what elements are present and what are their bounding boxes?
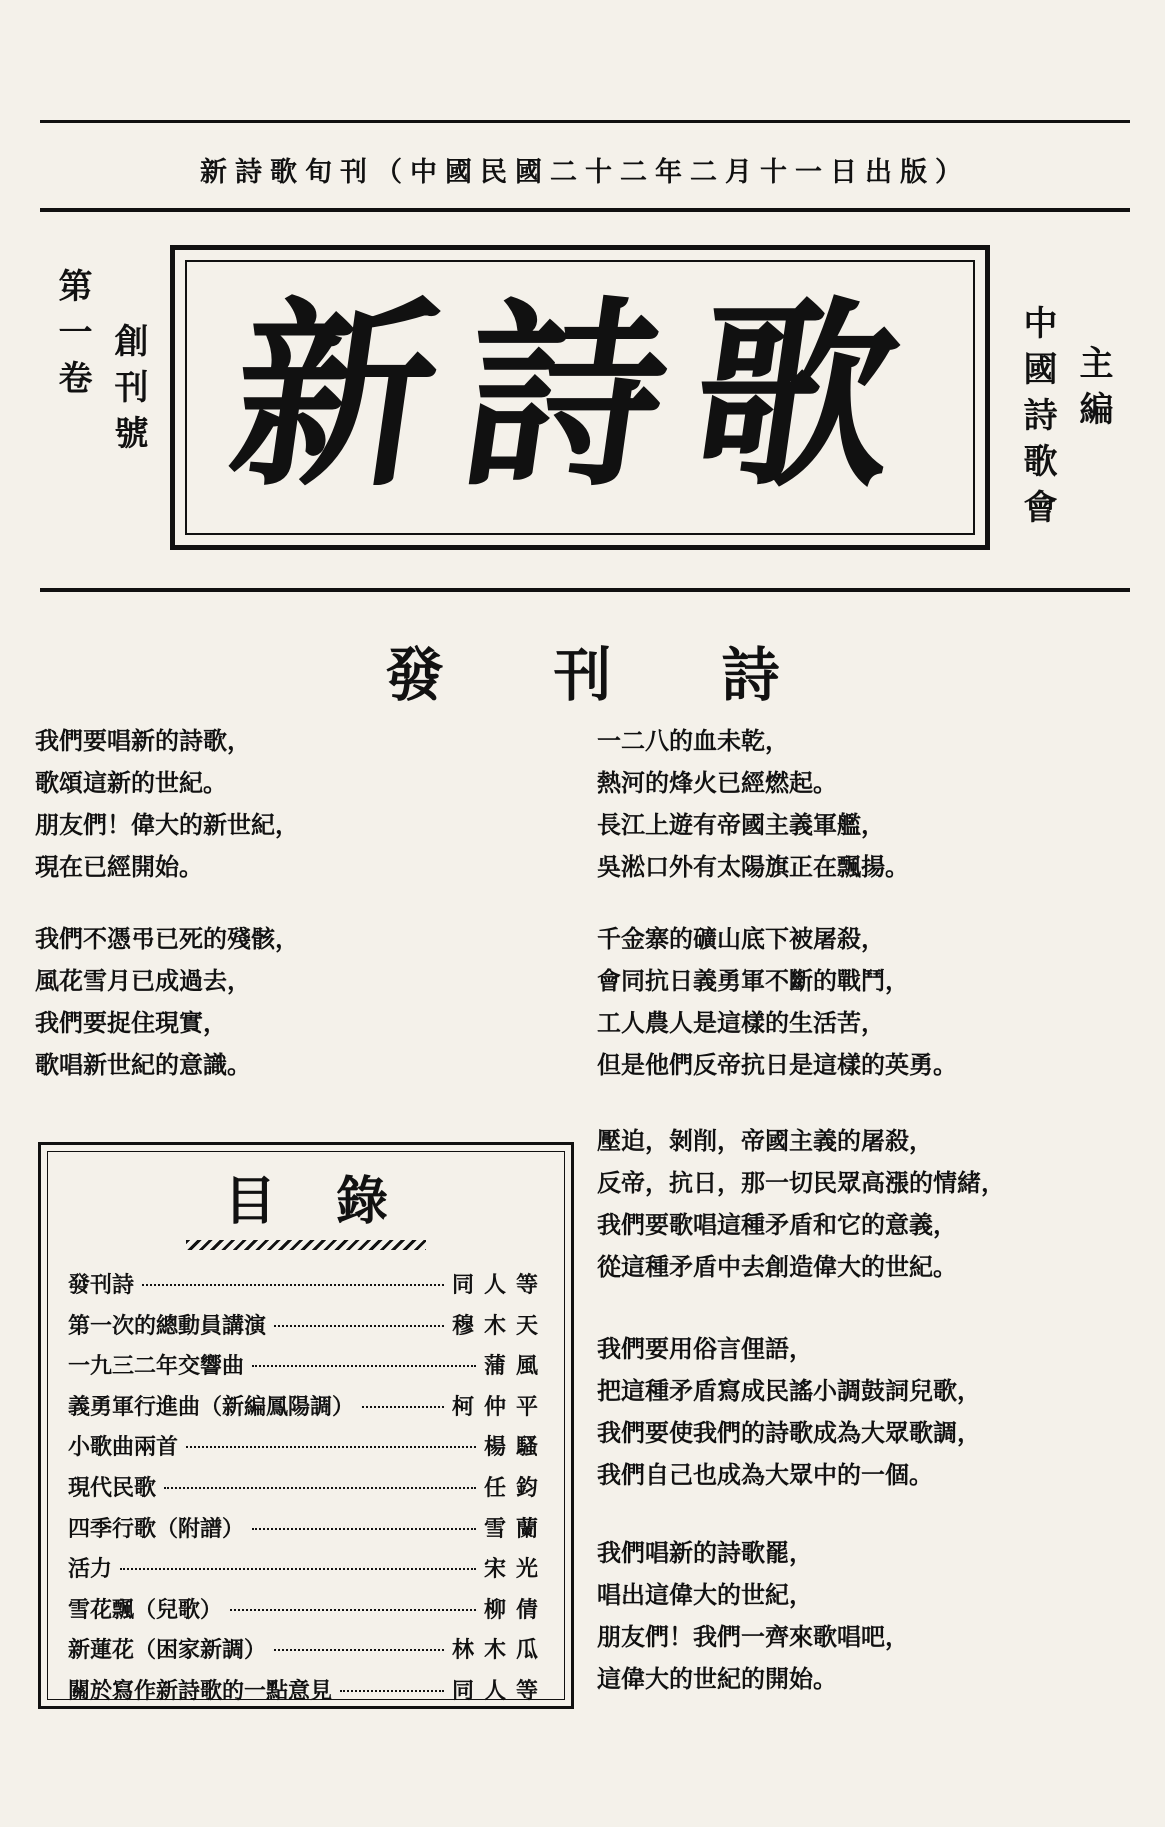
poem-line: 工人農人是這樣的生活苦， — [597, 1008, 885, 1037]
poem-line: 吳淞口外有太陽旗正在飄揚。 — [597, 852, 909, 881]
poem-stanza — [597, 720, 909, 888]
poem-stanza — [597, 1532, 909, 1700]
toc-entry-author: 雪蘭 — [483, 1515, 548, 1542]
toc-leader-dots — [362, 1406, 444, 1408]
poem-line: 歌唱新世紀的意識。 — [35, 1050, 251, 1079]
poem-line: 風花雪月已成過去， — [35, 966, 251, 995]
poem-line: 這偉大的世紀的開始。 — [597, 1664, 837, 1693]
toc-entry-author: 蒲風 — [483, 1353, 548, 1380]
poem-title: 發刊詩 — [385, 641, 890, 709]
poem-line: 朋友們！我們一齊來歌唱吧， — [597, 1622, 909, 1651]
poem-stanza — [35, 720, 299, 888]
top-rule — [40, 120, 1130, 123]
toc-entry — [48, 1633, 564, 1674]
toc-leader-dots — [186, 1446, 476, 1448]
toc-entry — [48, 1674, 564, 1715]
editor-info — [1017, 305, 1113, 535]
poem-line: 我們要捉住現實， — [35, 1008, 227, 1037]
poem-line: 朋友們！偉大的新世紀， — [35, 810, 299, 839]
toc-entry-author: 任鈞 — [483, 1474, 548, 1501]
poem-line: 會同抗日義勇軍不斷的戰鬥， — [597, 966, 909, 995]
toc-entry-title: 義勇軍行進曲（新編鳳陽調） — [68, 1393, 355, 1420]
toc-entry — [48, 1471, 564, 1512]
poem-line: 我們不憑弔已死的殘骸， — [35, 924, 299, 953]
volume-label: 第一卷 — [52, 268, 92, 406]
poem-stanza — [35, 918, 299, 1086]
poem-line: 反帝，抗日，那一切民眾高漲的情緒， — [597, 1168, 1005, 1197]
toc-entry-title: 現代民歌 — [68, 1474, 157, 1501]
dateline: 新詩歌旬刊（中國民國二十二年二月十一日出版） — [200, 157, 970, 188]
poem-line: 但是他們反帝抗日是這樣的英勇。 — [597, 1050, 957, 1079]
poem-line: 把這種矛盾寫成民謠小調鼓詞兒歌， — [597, 1376, 981, 1405]
editor-role: 主編 — [1073, 345, 1113, 437]
poem-line: 我們要使我們的詩歌成為大眾歌調， — [597, 1418, 981, 1447]
toc-leader-dots — [120, 1568, 476, 1570]
toc-entry-author: 楊騷 — [483, 1434, 548, 1461]
toc-leader-dots — [274, 1649, 444, 1651]
poem-line: 一二八的血未乾， — [597, 726, 789, 755]
toc-inner-frame — [47, 1151, 565, 1704]
toc-leader-dots — [274, 1325, 444, 1327]
poem-stanza — [597, 918, 957, 1086]
toc-leader-dots — [142, 1284, 444, 1286]
toc-leader-dots — [252, 1528, 476, 1530]
poem-stanza — [597, 1120, 1005, 1288]
toc-entry-author: 宋光 — [483, 1556, 548, 1583]
issue-info — [52, 268, 148, 461]
toc-entry — [48, 1593, 564, 1634]
toc-entry — [48, 1512, 564, 1553]
toc-entry — [48, 1552, 564, 1593]
toc-leader-dots — [164, 1487, 476, 1489]
toc-entry-author: 柳倩 — [483, 1596, 548, 1623]
poem-line: 我們要用俗言俚語， — [597, 1334, 813, 1363]
toc-entry-author: 柯仲平 — [451, 1393, 548, 1420]
dateline-rule — [40, 208, 1130, 212]
poem-line: 現在已經開始。 — [35, 852, 203, 881]
toc-leader-dots — [252, 1365, 476, 1367]
poem-line: 我們自己也成為大眾中的一個。 — [597, 1460, 933, 1489]
poem-line: 長江上遊有帝國主義軍艦， — [597, 810, 885, 839]
table-of-contents — [38, 1142, 574, 1709]
editor-org: 中國詩歌會 — [1017, 305, 1057, 535]
toc-title: 目錄 — [223, 1171, 448, 1232]
toc-title-ornament — [186, 1240, 426, 1250]
toc-entry-title: 四季行歌（附譜） — [68, 1515, 245, 1542]
toc-entry — [48, 1309, 564, 1350]
toc-entry-title: 發刊詩 — [68, 1272, 135, 1298]
toc-entry-author: 林木瓜 — [451, 1637, 548, 1664]
masthead-inner-frame — [185, 260, 975, 535]
masthead-title: 新詩歌 — [218, 280, 942, 514]
toc-entry — [48, 1430, 564, 1471]
poem-line: 唱出這偉大的世紀， — [597, 1580, 813, 1609]
poem-stanza — [597, 1328, 981, 1496]
toc-entry-author: 同人等 — [451, 1677, 548, 1704]
masthead-frame — [170, 245, 990, 550]
toc-leader-dots — [230, 1609, 476, 1611]
poem-line: 我們要唱新的詩歌， — [35, 726, 251, 755]
poem-line: 歌頌這新的世紀。 — [35, 768, 227, 797]
poem-line: 千金寨的礦山底下被屠殺， — [597, 924, 885, 953]
poem-line: 我們要歌唱這種矛盾和它的意義， — [597, 1210, 957, 1239]
toc-entry-title: 小歌曲兩首 — [68, 1434, 179, 1461]
poem-line: 我們唱新的詩歌罷， — [597, 1538, 813, 1567]
toc-entry-title: 一九三二年交響曲 — [68, 1353, 245, 1380]
masthead-rule — [40, 588, 1130, 592]
toc-entry — [48, 1268, 564, 1309]
toc-entry-author: 穆木天 — [451, 1312, 548, 1339]
toc-entry-title: 關於寫作新詩歌的一點意見 — [68, 1677, 333, 1704]
issue-number: 創刊號 — [108, 323, 148, 461]
toc-entry — [48, 1349, 564, 1390]
poem-line: 熱河的烽火已經燃起。 — [597, 768, 837, 797]
toc-entry-author: 同人等 — [451, 1272, 548, 1298]
toc-entry-title: 第一次的總動員講演 — [68, 1312, 267, 1339]
toc-entry-title: 雪花飄（兒歌） — [68, 1596, 223, 1623]
toc-entry-title: 新蓮花（困家新調） — [68, 1637, 267, 1664]
toc-entry-title: 活力 — [68, 1556, 113, 1583]
toc-entry — [48, 1390, 564, 1431]
toc-leader-dots — [340, 1690, 444, 1692]
poem-line: 壓迫，剝削，帝國主義的屠殺， — [597, 1126, 933, 1155]
poem-line: 從這種矛盾中去創造偉大的世紀。 — [597, 1252, 957, 1281]
